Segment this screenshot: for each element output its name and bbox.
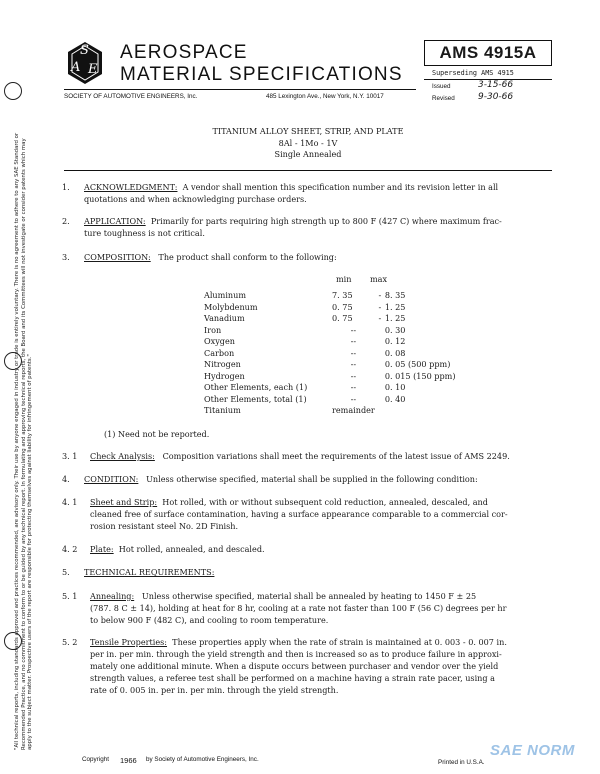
logo-letter-e: E — [88, 62, 98, 77]
composition-min: 7. 35 — [332, 290, 353, 300]
section-4-heading: CONDITION: — [84, 474, 139, 484]
composition-element: Hydrogen — [204, 370, 245, 381]
copyright-label: Copyright — [82, 756, 109, 763]
section-4-2-number: 4. 2 — [62, 544, 78, 554]
revised-date: 9-30-66 — [478, 92, 514, 102]
document-title — [64, 126, 552, 161]
composition-max: 1. 25 — [384, 313, 406, 323]
composition-min: -- — [350, 347, 357, 358]
composition-max: 0. 30 — [384, 324, 406, 335]
composition-max: 0. 12 — [384, 336, 406, 346]
composition-element: Molybdenum — [204, 301, 258, 312]
composition-element: Other Elements, total (1) — [204, 393, 307, 404]
section-acknowledgment — [84, 181, 554, 205]
section-5-number: 5. — [62, 567, 70, 577]
section-5-2-text-e: rate of 0. 005 in. per in. per min. through the yield strength. — [90, 685, 339, 695]
composition-separator — [375, 382, 385, 394]
section-3-number: 3. — [62, 252, 70, 262]
section-4-1-number: 4. 1 — [62, 497, 78, 507]
society-name: SOCIETY OF AUTOMOTIVE ENGINEERS, Inc. — [64, 93, 198, 100]
header-title-line1: AEROSPACE — [120, 42, 248, 63]
section-5-heading: TECHNICAL REQUIREMENTS: — [84, 567, 215, 577]
section-5-1-heading: Annealing: — [90, 591, 135, 601]
composition-separator — [375, 336, 385, 348]
composition-max: 0. 015 (150 ppm) — [384, 370, 456, 381]
composition-row — [204, 313, 456, 325]
logo-letter-s: S — [80, 43, 89, 58]
section-5-2-text-b: per in. per min. through the yield strength and then is increased so as to produce failure in approxi- — [90, 649, 502, 659]
logo-letter-a: A — [71, 60, 81, 75]
section-5-1-text-b: (787. 8 C ± 14), holding at heat for 8 hr, cooling at a rate not faster than 100 F (56 C) degrees per hr — [90, 603, 507, 613]
section-5-1-text-a: Unless otherwise specified, material shall be annealed by heating to 1450 F ± 25 — [141, 591, 477, 601]
issued-date: 3-15-66 — [478, 80, 514, 90]
composition-element: Vanadium — [204, 313, 245, 323]
section-4-text: Unless otherwise specified, material shall be supplied in the following condition: — [146, 474, 478, 484]
section-5-1-number: 5. 1 — [62, 591, 78, 601]
title-line3: Single Annealed — [274, 149, 342, 159]
composition-row — [204, 371, 456, 383]
section-5-2-text-d: strength values, a referee test shall be performed on a machine having a strain rate pacer, using a — [90, 673, 495, 683]
section-2-text-a: Primarily for parts requiring high strength up to 800 F (427 C) where maximum frac- — [150, 216, 502, 226]
composition-min: 0. 75 — [332, 301, 353, 312]
composition-row — [204, 382, 456, 394]
composition-min: -- — [350, 393, 357, 404]
section-5-2-text-a: These properties apply when the rate of strain is maintained at 0. 003 - 0. 007 in. — [172, 637, 507, 647]
composition-separator — [375, 371, 385, 383]
issued-label: Issued — [432, 83, 451, 90]
section-1-heading: ACKNOWLEDGMENT: — [84, 182, 178, 192]
revised-label: Revised — [432, 95, 455, 102]
section-tensile-properties — [90, 636, 556, 696]
section-5-1-text-c: to below 900 F (482 C), and cooling to room temperature. — [90, 615, 329, 625]
composition-separator — [375, 359, 385, 371]
title-line1: TITANIUM ALLOY SHEET, STRIP, AND PLATE — [212, 126, 404, 136]
composition-min: -- — [350, 370, 357, 381]
composition-separator — [375, 325, 385, 337]
composition-separator: - — [378, 290, 382, 300]
composition-footnote: (1) Need not be reported. — [104, 429, 210, 439]
composition-row — [204, 336, 456, 348]
section-3-1-heading: Check Analysis: — [90, 451, 155, 461]
section-5-2-text-c: mately one additional minute. When a dispute occurs between purchaser and vendor over the yield — [90, 661, 499, 671]
section-4-2-heading: Plate: — [90, 544, 114, 554]
composition-element: Iron — [204, 324, 222, 335]
section-1-text-b: quotations and when acknowledging purchase orders. — [84, 194, 307, 204]
composition-row — [204, 359, 456, 371]
composition-separator: - — [378, 301, 382, 312]
header-title-line2: MATERIAL SPECIFICATIONS — [120, 64, 403, 85]
composition-element: Nitrogen — [204, 359, 241, 369]
section-2-text-b: ture toughness is not critical. — [84, 228, 205, 238]
section-4-1-text-a: Hot rolled, with or without subsequent cold reduction, annealed, descaled, and — [162, 497, 488, 507]
composition-table — [204, 290, 456, 417]
society-address: 485 Lexington Ave., New York, N.Y. 10017 — [266, 93, 384, 100]
section-3-text: The product shall conform to the following: — [158, 252, 337, 262]
composition-max: 8. 35 — [384, 290, 406, 300]
composition-row — [204, 405, 456, 417]
copyright-year: 1966 — [120, 756, 137, 765]
section-1-number: 1. — [62, 182, 70, 192]
sae-logo — [64, 40, 106, 86]
composition-row — [204, 394, 456, 406]
composition-element: Oxygen — [204, 336, 235, 346]
section-4-1-heading: Sheet and Strip: — [90, 497, 158, 507]
section-condition — [84, 473, 478, 485]
composition-row — [204, 302, 456, 314]
section-check-analysis — [90, 450, 510, 462]
composition-separator — [375, 394, 385, 406]
section-2-number: 2. — [62, 216, 70, 226]
composition-separator — [375, 405, 385, 417]
composition-max: 0. 10 — [384, 382, 406, 392]
section-annealing — [90, 590, 556, 626]
composition-max: 0. 08 — [384, 347, 406, 358]
section-4-2-text: Hot rolled, annealed, and descaled. — [118, 544, 265, 554]
section-4-1-text-c: rosion resistant steel No. 2D Finish. — [90, 521, 239, 531]
composition-element: Aluminum — [204, 290, 247, 300]
punch-hole — [4, 82, 22, 100]
title-line2: 8Al - 1Mo - 1V — [278, 137, 338, 148]
composition-min: -- — [350, 359, 357, 369]
section-3-1-number: 3. 1 — [62, 451, 78, 461]
composition-min: -- — [350, 336, 357, 346]
composition-min: -- — [350, 324, 357, 335]
composition-element: Other Elements, each (1) — [204, 382, 308, 392]
title-rule — [64, 170, 552, 171]
composition-separator: - — [378, 313, 382, 323]
composition-max: 0. 40 — [384, 393, 406, 404]
composition-max: 1. 25 — [384, 301, 406, 312]
header-rule — [64, 89, 416, 90]
copyright-by: by Society of Automotive Engineers, Inc. — [146, 756, 259, 763]
composition-row — [204, 325, 456, 337]
comp-max-header: max — [370, 274, 388, 284]
ams-number: AMS 4915A — [439, 43, 537, 62]
composition-row — [204, 290, 456, 302]
composition-row — [204, 348, 456, 360]
ams-number-box — [424, 40, 552, 66]
section-plate — [90, 543, 265, 555]
composition-element: Titanium — [204, 405, 241, 415]
composition-min: 0. 75 — [332, 313, 353, 323]
composition-min: -- — [350, 382, 357, 392]
side-disclaimer: "All technical reports, including standards approved and practices recommended, are advisory only. Their use by anyone engaged in industry or trade is entirely voluntary. There is no agreement to adhere to any SAE Standard or Recommended Practice, and no commitment to conform to or be guided by any technical report. In formulating and approving technical reports, the Board and its Committees will not investigate or consider patents which may apply to the subject matter. Prospective users of the report are responsible for protecting themselves against liability for infringement of patents." — [14, 132, 34, 750]
section-4-number: 4. — [62, 474, 70, 484]
comp-min-header: min — [336, 274, 352, 284]
section-3-1-text: Composition variations shall meet the requirements of the latest issue of AMS 2249. — [162, 451, 510, 461]
superseding: Superseding AMS 4915 — [432, 69, 514, 77]
section-2-heading: APPLICATION: — [84, 216, 146, 226]
section-1-text-a: A vendor shall mention this specification number and its revision letter in all — [182, 182, 499, 192]
composition-separator — [375, 348, 385, 360]
section-application — [84, 215, 554, 239]
section-4-1-text-b: cleaned free of surface contamination, having a surface appearance comparable to a commercial cor- — [90, 509, 508, 519]
composition-element: Carbon — [204, 347, 235, 358]
composition-min: remainder — [332, 405, 375, 415]
sae-norm-watermark: SAE NORM — [490, 742, 575, 759]
section-3-heading: COMPOSITION: — [84, 252, 151, 262]
composition-max: 0. 05 (500 ppm) — [384, 359, 451, 369]
section-5-2-number: 5. 2 — [62, 637, 78, 647]
section-5-2-heading: Tensile Properties: — [90, 637, 168, 647]
composition-max — [385, 405, 456, 417]
printed-in-usa: Printed in U.S.A. — [438, 759, 485, 766]
section-sheet-strip — [90, 496, 556, 532]
section-composition — [84, 251, 337, 263]
